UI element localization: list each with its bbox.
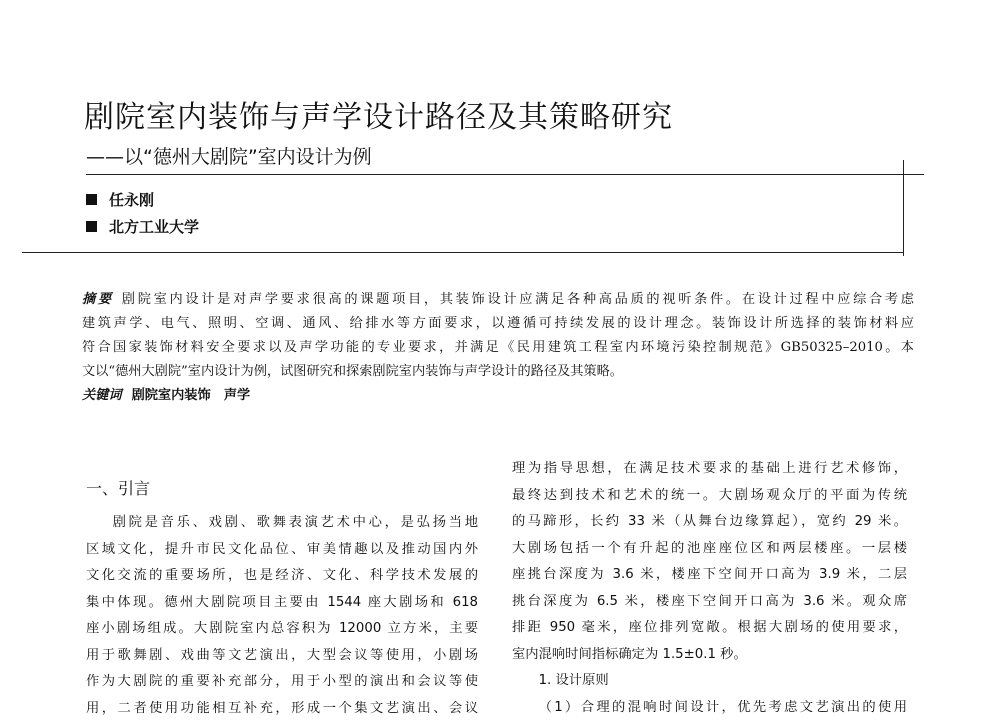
body-line: 排距 950 毫米，座位排列宽敞。根据大剧场的使用要求， bbox=[512, 615, 907, 642]
body-line: （1）合理的混响时间设计，优先考虑文艺演出的使用 bbox=[512, 695, 907, 722]
paper-subtitle: ——以“德州大剧院”室内设计为例 bbox=[86, 142, 372, 169]
abstract-text: 剧院室内设计是对声学要求很高的课题项目，其装饰设计应满足各种高品质的视听条件。在设计过程中应综合考虑 bbox=[122, 292, 914, 307]
abstract-label: 摘要 bbox=[82, 292, 114, 307]
header-bottom-rule bbox=[22, 252, 904, 253]
section-heading-introduction: 一、引言 bbox=[86, 476, 150, 499]
abstract-line: 符合国家装饰材料安全要求以及声学功能的专业要求，并满足《民用建筑工程室内环境污染控制规范》GB50325–2010。本 bbox=[82, 336, 914, 360]
body-line: 区域文化，提升市民文化品位、审美情趣以及推动国内外 bbox=[86, 537, 478, 564]
body-line: 挑台深度为 6.5 米，楼座下空间开口高为 3.6 米。观众席 bbox=[512, 589, 907, 616]
subsection-heading: 1. 设计原则 bbox=[512, 668, 907, 695]
body-line: 座挑台深度为 3.6 米，楼座下空间开口高为 3.9 米，二层 bbox=[512, 562, 907, 589]
body-line: 的马蹄形，长约 33 米（从舞台边缘算起），宽约 29 米。 bbox=[512, 509, 907, 536]
square-bullet-icon bbox=[86, 221, 97, 232]
body-line: 室内混响时间指标确定为 1.5±0.1 秒。 bbox=[512, 642, 907, 669]
body-line: 文化交流的重要场所，也是经济、文化、科学技术发展的 bbox=[86, 563, 478, 590]
abstract-block bbox=[82, 288, 914, 408]
body-line: 用于歌舞剧、戏曲等文艺演出，大型会议等使用，小剧场 bbox=[86, 643, 478, 670]
keywords-label: 关键词 bbox=[82, 388, 122, 403]
paper-title: 剧院室内装饰与声学设计路径及其策略研究 bbox=[84, 92, 673, 136]
affiliation-line bbox=[86, 216, 199, 237]
header-right-vertical-rule bbox=[903, 160, 904, 256]
body-line: 作为大剧院的重要补充部分，用于小型的演出和会议等使 bbox=[86, 669, 478, 696]
body-line: 理为指导思想，在满足技术要求的基础上进行艺术修饰， bbox=[512, 456, 907, 483]
abstract-line: 建筑声学、电气、照明、空调、通风、给排水等方面要求，以遵循可持续发展的设计理念。装饰设计所选择的装饰材料应 bbox=[82, 312, 914, 336]
abstract-line bbox=[82, 288, 914, 312]
body-line: 集中体现。德州大剧院项目主要由 1544 座大剧场和 618 bbox=[86, 590, 478, 617]
author-line bbox=[86, 189, 154, 210]
body-line: 大剧场包括一个有升起的池座座位区和两层楼座。一层楼 bbox=[512, 536, 907, 563]
right-column-body bbox=[512, 456, 907, 721]
abstract-line: 文以“德州大剧院”室内设计为例，试图研究和探索剧院室内装饰与声学设计的路径及其策略。 bbox=[82, 360, 914, 384]
author-name: 任永刚 bbox=[109, 189, 154, 210]
keywords-text: 剧院室内装饰 声学 bbox=[132, 388, 251, 403]
body-line: 最终达到技术和艺术的统一。大剧场观众厅的平面为传统 bbox=[512, 483, 907, 510]
body-line: 座小剧场组成。大剧院室内总容积为 12000 立方米，主要 bbox=[86, 616, 478, 643]
author-affiliation: 北方工业大学 bbox=[109, 216, 199, 237]
body-line: 用，二者使用功能相互补充，形成一个集文艺演出、会议 bbox=[86, 696, 478, 722]
left-column-body bbox=[86, 510, 478, 722]
keywords-line bbox=[82, 384, 914, 408]
square-bullet-icon bbox=[86, 194, 97, 205]
header-top-rule bbox=[86, 174, 924, 175]
body-line: 剧院是音乐、戏剧、歌舞表演艺术中心，是弘扬当地 bbox=[86, 510, 478, 537]
